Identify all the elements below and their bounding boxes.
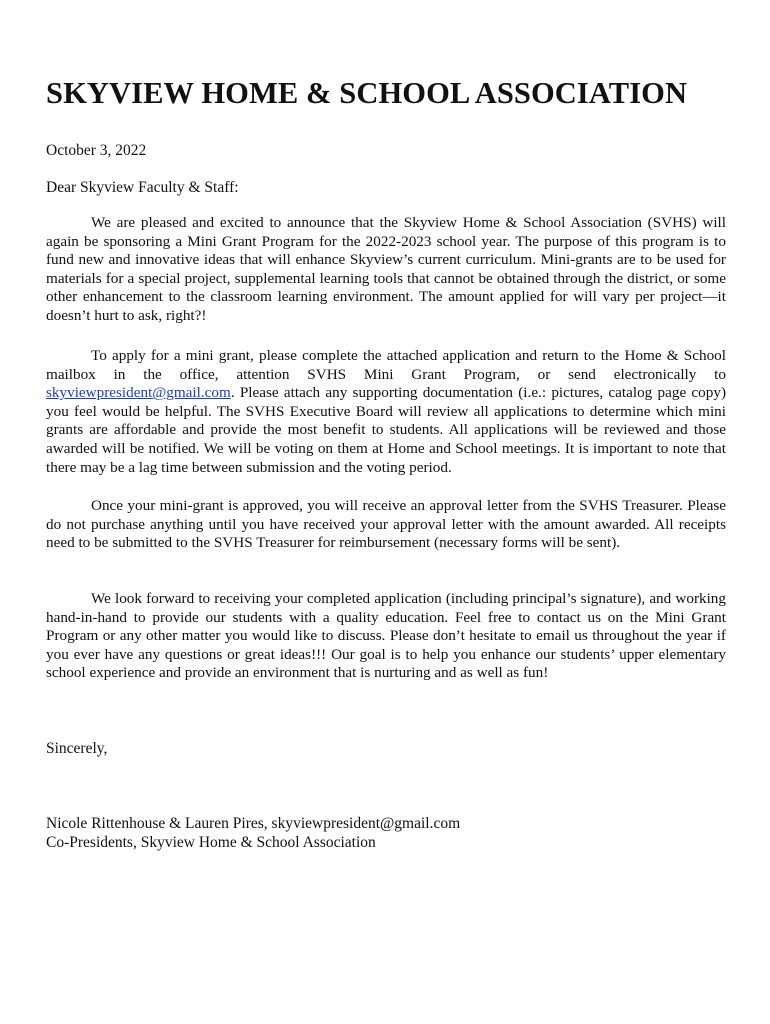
salutation: Dear Skyview Faculty & Staff: [46, 179, 239, 196]
paragraph-how-to-apply [46, 347, 726, 477]
apply-text-after-link: . Please attach any supporting documentation (i.e.: pictures, catalog page copy) you feel would be helpful. The SVHS Executive Board will review all applications to determine which mini grants are affordable and provide the most benefit to students. All applications will be reviewed and those awarded will be notified. We will be voting on them at Home and School meetings. It is important to note that there may be a lag time between submission and the voting period. [46, 384, 726, 476]
signature-names: Nicole Rittenhouse & Lauren Pires, skyviewpresident@gmail.com [46, 815, 461, 832]
closing-sincerely: Sincerely, [46, 740, 108, 757]
letter-title: SKYVIEW HOME & SCHOOL ASSOCIATION [46, 76, 688, 110]
apply-text-before-link: To apply for a mini grant, please complete the attached application and return to the Home & School mailbox in the office, attention SVHS Mini Grant Program, or send electronically to [46, 347, 726, 383]
paragraph-announcement: We are pleased and excited to announce that the Skyview Home & School Association (SVHS) will again be sponsoring a Mini Grant Program for the 2022-2023 school year. The purpose of this program is to fund new and innovative ideas that will enhance Skyview’s current curriculum. Mini-grants are to be used for materials for a special project, supplemental learning tools that cannot be obtained through the district, or some other enhancement to the classroom learning environment. The amount applied for will vary per project—it doesn’t hurt to ask, right?! [46, 214, 726, 324]
email-link[interactable]: skyviewpresident@gmail.com [46, 384, 231, 402]
letter-date: October 3, 2022 [46, 142, 147, 159]
signature-titles: Co-Presidents, Skyview Home & School Association [46, 834, 376, 851]
paragraph-closing-remarks: We look forward to receiving your completed application (including principal’s signature), and working hand-in-hand to provide our students with a quality education. Feel free to contact us on the Mini Grant Program or any other matter you would like to discuss. Please don’t hesitate to email us throughout the year if you ever have any questions or great ideas!!! Our goal is to help you enhance our students’ upper elementary school experience and provide an environment that is nurturing and as well as fun! [46, 590, 726, 682]
paragraph-approval: Once your mini-grant is approved, you will receive an approval letter from the SVHS Treasurer. Please do not purchase anything until you have received your approval letter with the amount awarded. All receipts need to be submitted to the SVHS Treasurer for reimbursement (necessary forms will be sent). [46, 497, 726, 552]
